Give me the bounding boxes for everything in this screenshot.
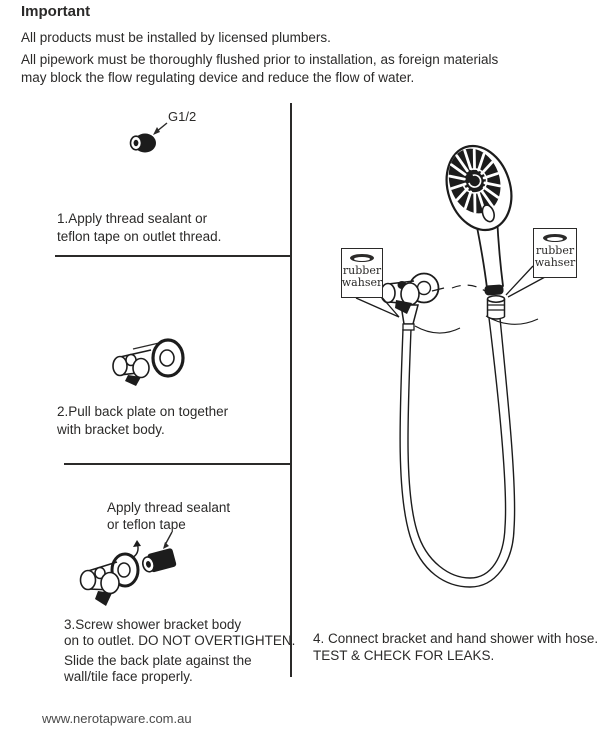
intro-line: may block the flow regulating device and reduce the flow of water. [21, 70, 415, 85]
step2-divider [64, 463, 291, 465]
step3-callout-text: or teflon tape [107, 517, 186, 532]
bracket-screw-illustration [75, 515, 250, 615]
step3-callout-text: Apply thread sealant [107, 500, 231, 515]
bracket-backplate-illustration [95, 330, 215, 405]
step1-text: 1.Apply thread sealant or [57, 211, 208, 226]
step1-divider [55, 255, 291, 257]
step1-text: teflon tape on outlet thread. [57, 229, 222, 244]
step4-text: 4. Connect bracket and hand shower with hose. [313, 631, 599, 646]
hand-shower-hose-illustration [300, 100, 604, 620]
step4-text: TEST & CHECK FOR LEAKS. [313, 648, 495, 663]
washer-label: rubber [342, 264, 382, 277]
rubber-washer-icon [350, 254, 374, 262]
rubber-washer-callout-left [341, 248, 383, 298]
washer-label: wahser [534, 255, 576, 269]
washer-label: wahser [341, 275, 383, 289]
website-url: www.nerotapware.com.au [42, 711, 192, 726]
intro-line: All products must be installed by licensed plumbers. [21, 30, 331, 45]
page-title: Important [21, 3, 91, 20]
step3-text: 3.Screw shower bracket body [64, 617, 242, 632]
step3-text: on to outlet. DO NOT OVERTIGHTEN. [64, 633, 296, 648]
rubber-washer-icon [543, 234, 567, 242]
step2-text: 2.Pull back plate on together [57, 404, 229, 419]
washer-label: rubber [535, 244, 575, 257]
step3-text: wall/tile face properly. [64, 669, 193, 684]
thread-size-label: G1/2 [168, 109, 197, 124]
step3-text: Slide the back plate against the [64, 653, 252, 668]
rubber-washer-callout-right [533, 228, 577, 278]
outlet-thread-illustration [115, 100, 225, 170]
intro-line: All pipework must be thoroughly flushed prior to installation, as foreign materials [21, 52, 499, 67]
column-divider [290, 103, 292, 677]
step2-text: with bracket body. [57, 422, 165, 437]
